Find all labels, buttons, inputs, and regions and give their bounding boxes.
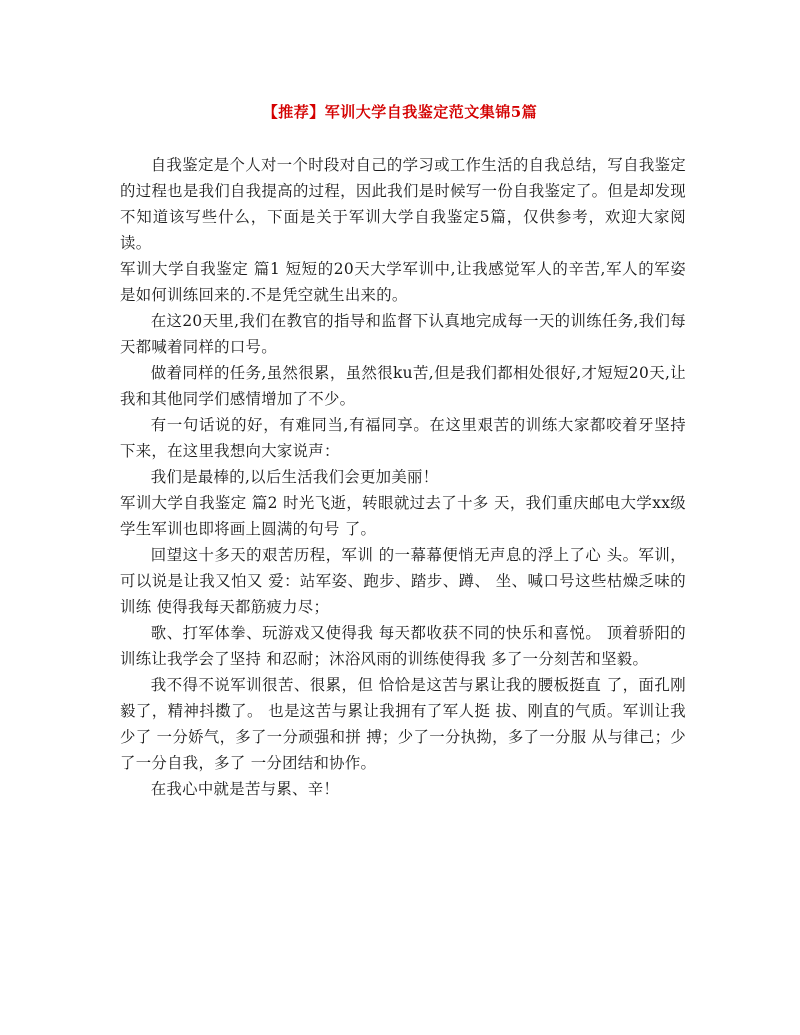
paragraph: 军训大学自我鉴定 篇1 短短的20天大学军训中,让我感觉军人的辛苦,军人的军姿是如何训练回来的.不是凭空就生出来的。: [120, 260, 686, 304]
paragraph: 在我心中就是苦与累、辛！: [150, 780, 340, 798]
paragraph: 我们是最棒的,以后生活我们会更加美丽！: [150, 468, 439, 486]
paragraph: 有一句话说的好，有难同当,有福同享。在这里艰苦的训练大家都咬着牙坚持下来，在这里我想向大家说声：: [120, 416, 686, 460]
paragraph: 在这20天里,我们在教官的指导和监督下认真地完成每一天的训练任务,我们每天都喊着同样的口号。: [120, 312, 686, 356]
paragraph: 回望这十多天的艰苦历程，军训 的一幕幕便悄无声息的浮上了心 头。军训，可以说是让我又怕又 爱：站军姿、跑步、踏步、蹲、 坐、喊口号这些枯燥乏味的训练 使得我每天都筋疲力尽；: [120, 546, 686, 616]
paragraph: 军训大学自我鉴定 篇2 时光飞逝，转眼就过去了十多 天，我们重庆邮电大学xx级 学生军训也即将画上圆满的句号 了。: [120, 494, 686, 538]
paragraph: 我不得不说军训很苦、很累，但 恰恰是这苦与累让我的腰板挺直 了，面孔刚毅了，精神抖擞了。 也是这苦与累让我拥有了军人挺 拔、刚直的气质。军训让我少了 一分娇气，多了一分顽强和拼 搏；少了一分执拗，多了一分服 从与律己；少了一分自我，多了 一分团结和协作。: [120, 676, 686, 772]
document-body: [120, 152, 686, 802]
paragraph: 做着同样的任务,虽然很累，虽然很ku苦,但是我们都相处很好,才短短20天,让我和其他同学们感情增加了不少。: [120, 364, 686, 408]
paragraph: 歌、打军体拳、玩游戏又使得我 每天都收获不同的快乐和喜悦。 顶着骄阳的训练让我学会了坚持 和忍耐；沐浴风雨的训练使得我 多了一分刻苦和坚毅。: [120, 624, 686, 668]
document-title: 【推荐】军训大学自我鉴定范文集锦5篇: [262, 103, 538, 121]
paragraph: 自我鉴定是个人对一个时段对自己的学习或工作生活的自我总结，写自我鉴定的过程也是我们自我提高的过程，因此我们是时候写一份自我鉴定了。但是却发现不知道该写些什么，下面是关于军训大学自我鉴定5篇，仅供参考，欢迎大家阅读。: [120, 156, 686, 252]
